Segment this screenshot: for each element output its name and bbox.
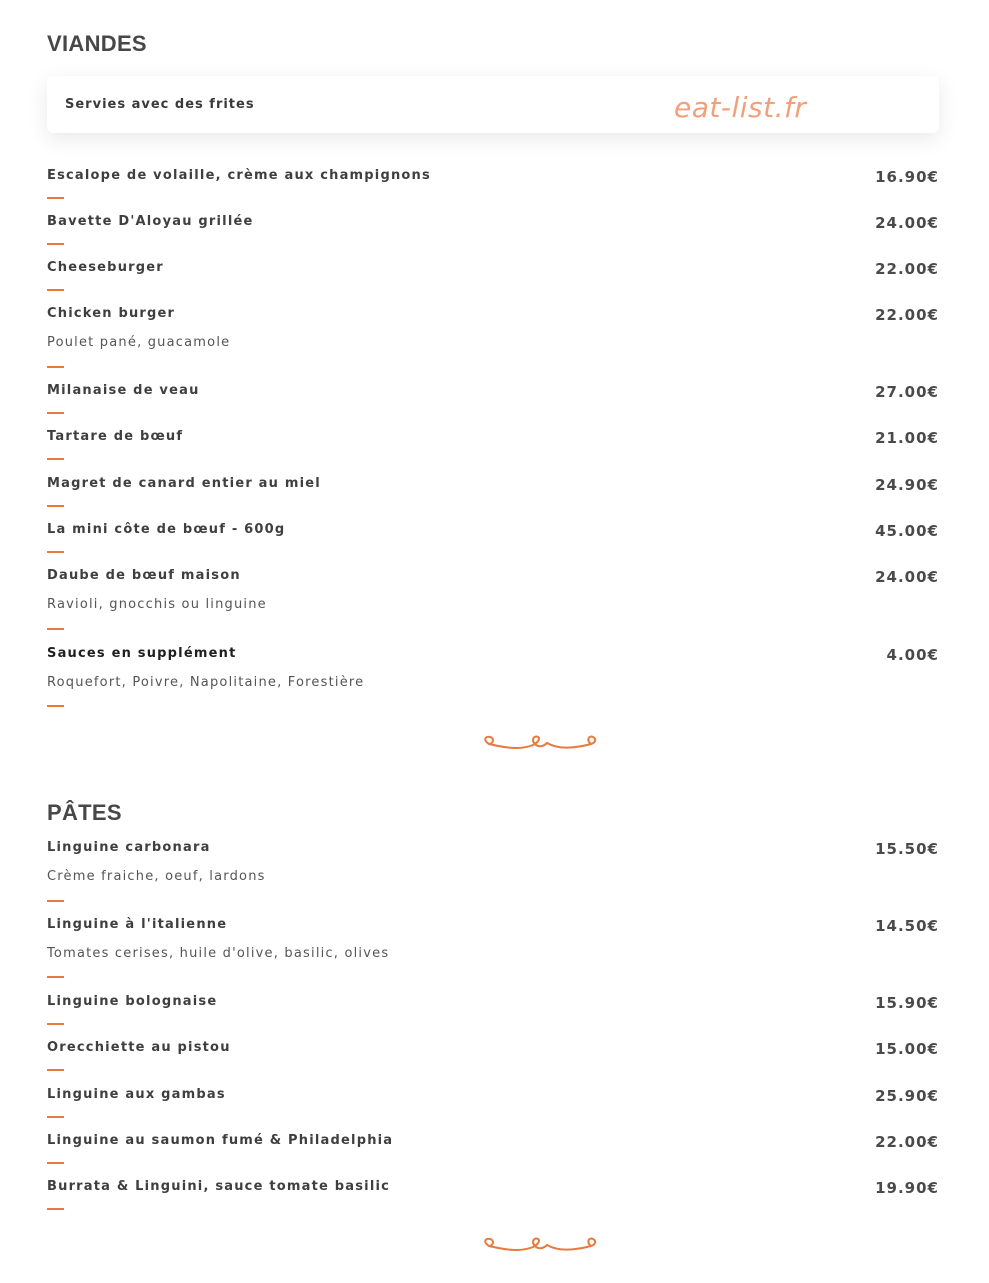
item-divider [47, 628, 64, 630]
watermark: eat-list.fr [674, 91, 807, 124]
item-name: Burrata & Linguini, sauce tomate basilic [47, 1179, 391, 1194]
item-price: 24.00€ [875, 568, 939, 586]
item-name: Tartare de bœuf [47, 429, 184, 444]
item-name: Linguine au saumon fumé & Philadelphia [47, 1133, 394, 1148]
item-divider [47, 1023, 64, 1025]
item-description: Tomates cerises, huile d'olive, basilic, olives [47, 946, 390, 961]
item-price: 27.00€ [875, 383, 939, 401]
item-name: Bavette D'Aloyau grillée [47, 214, 254, 229]
item-name: Sauces en supplément [47, 646, 237, 661]
item-description: Poulet pané, guacamole [47, 335, 231, 350]
item-name: Milanaise de veau [47, 383, 200, 398]
swirl-ornament-icon [481, 734, 599, 756]
item-price: 19.90€ [875, 1179, 939, 1197]
item-price: 24.90€ [875, 476, 939, 494]
item-price: 15.00€ [875, 1040, 939, 1058]
item-price: 14.50€ [875, 917, 939, 935]
item-price: 4.00€ [886, 646, 939, 664]
item-price: 24.00€ [875, 214, 939, 232]
item-divider [47, 1116, 64, 1118]
item-price: 22.00€ [875, 1133, 939, 1151]
item-name: Linguine à l'italienne [47, 917, 228, 932]
item-name: Daube de bœuf maison [47, 568, 241, 583]
item-divider [47, 366, 64, 368]
item-divider [47, 1069, 64, 1071]
item-divider [47, 412, 64, 414]
item-price: 15.50€ [875, 840, 939, 858]
item-price: 45.00€ [875, 522, 939, 540]
item-name: Cheeseburger [47, 260, 164, 275]
item-price: 15.90€ [875, 994, 939, 1012]
section-title: PÂTES [47, 800, 122, 825]
item-description: Crème fraiche, oeuf, lardons [47, 869, 266, 884]
item-name: Linguine aux gambas [47, 1087, 226, 1102]
item-divider [47, 705, 64, 707]
item-divider [47, 289, 64, 291]
item-name: Linguine carbonara [47, 840, 211, 855]
item-divider [47, 1208, 64, 1210]
item-price: 22.00€ [875, 306, 939, 324]
item-price: 16.90€ [875, 168, 939, 186]
item-description: Roquefort, Poivre, Napolitaine, Forestière [47, 675, 365, 690]
item-name: Escalope de volaille, crème aux champignons [47, 168, 431, 183]
item-divider [47, 505, 64, 507]
section-title: VIANDES [47, 31, 147, 56]
item-name: Magret de canard entier au miel [47, 476, 321, 491]
item-divider [47, 1162, 64, 1164]
notice-text: Servies avec des frites [65, 97, 255, 112]
item-name: La mini côte de bœuf - 600g [47, 522, 286, 537]
item-name: Chicken burger [47, 306, 176, 321]
swirl-ornament-icon [481, 1236, 599, 1258]
item-divider [47, 243, 64, 245]
item-divider [47, 197, 64, 199]
item-divider [47, 976, 64, 978]
item-description: Ravioli, gnocchis ou linguine [47, 597, 267, 612]
item-price: 25.90€ [875, 1087, 939, 1105]
item-price: 22.00€ [875, 260, 939, 278]
notice-box [47, 76, 939, 133]
item-divider [47, 551, 64, 553]
item-name: Linguine bolognaise [47, 994, 218, 1009]
item-divider [47, 458, 64, 460]
item-name: Orecchiette au pistou [47, 1040, 231, 1055]
item-price: 21.00€ [875, 429, 939, 447]
item-divider [47, 900, 64, 902]
